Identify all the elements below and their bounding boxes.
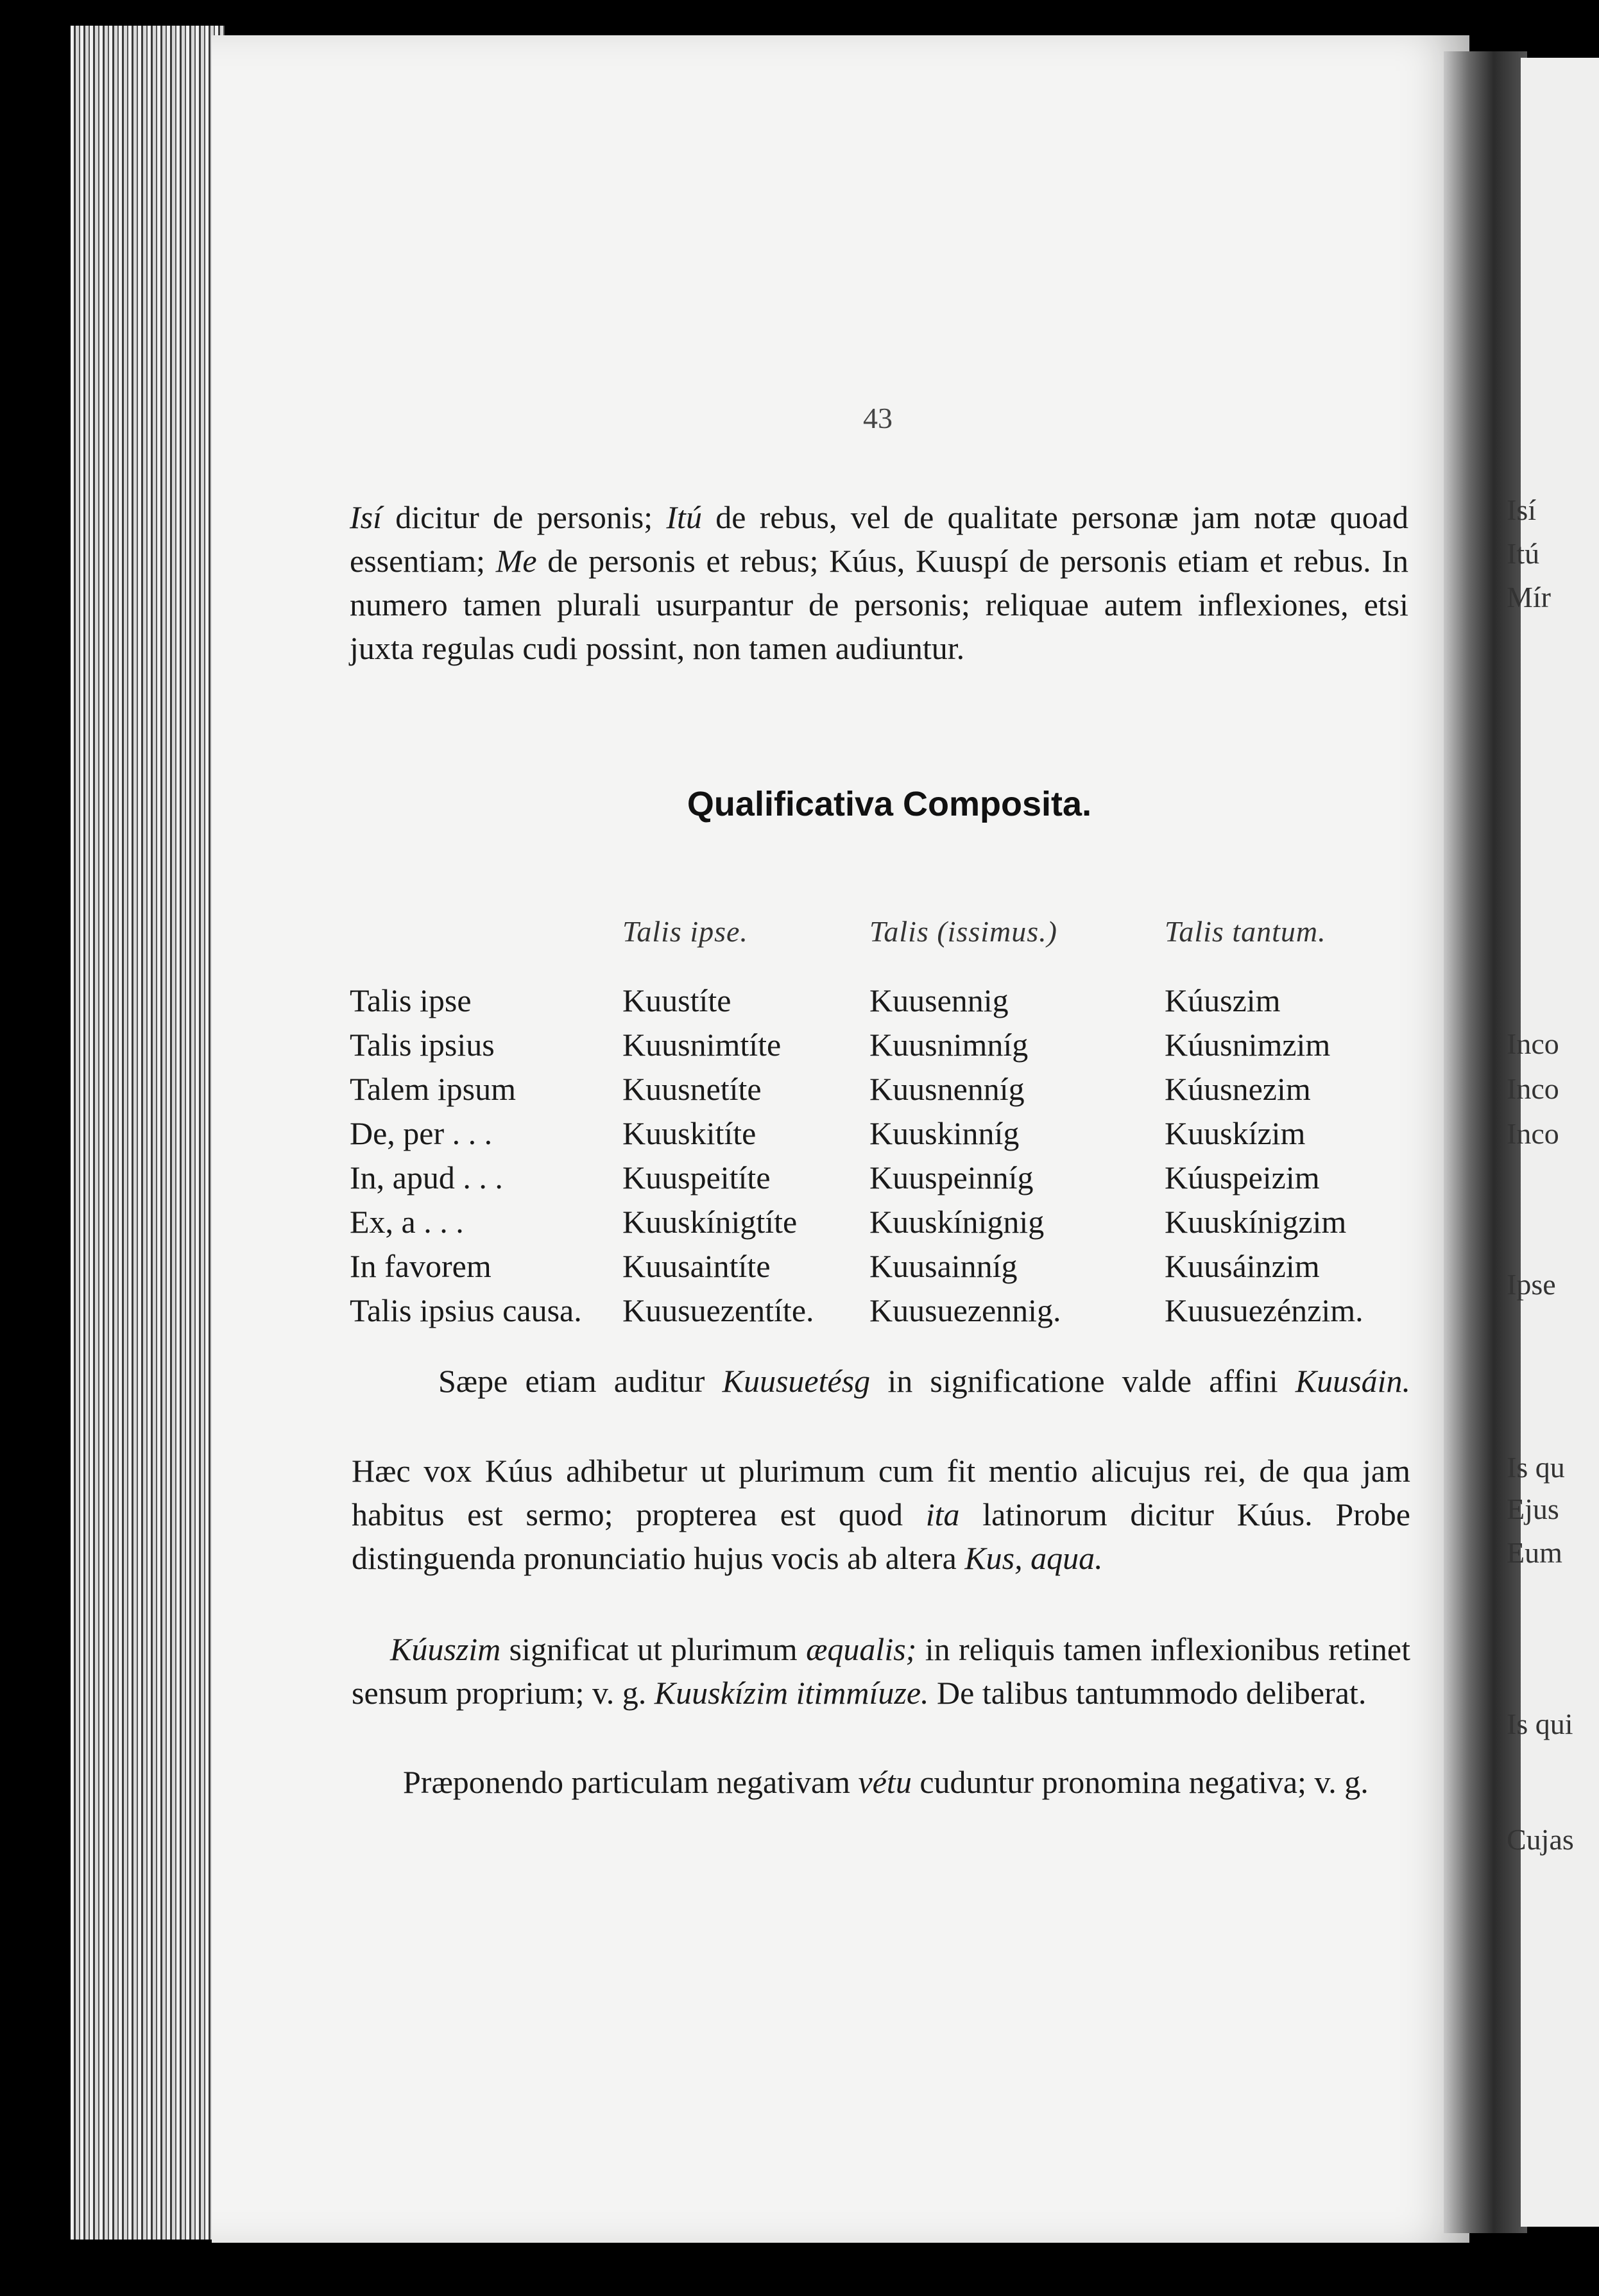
table-cell: Kuuskitíte: [622, 1115, 757, 1151]
table-cell: Kuusuezennig.: [869, 1292, 1061, 1328]
table-cell: Kúusnezim: [1165, 1071, 1311, 1107]
intro-word-me: Me: [495, 543, 537, 579]
table-row: [350, 1292, 1441, 1336]
table-cell: Kuusnenníg: [869, 1071, 1025, 1107]
table-cell: In, apud . . .: [350, 1160, 503, 1195]
table-row: [350, 1070, 1441, 1115]
composita-table: [350, 982, 1441, 1336]
table-cell: Kuuspeinníg: [869, 1160, 1034, 1195]
table-row: [350, 1115, 1441, 1159]
book-page-edges: [71, 26, 225, 2240]
table-cell: Talis ipsius causa.: [350, 1292, 582, 1328]
table-cell: Kuusnimtíte: [622, 1027, 782, 1063]
table-cell: Kuustíte: [622, 982, 731, 1018]
next-page-fragment: Is qu: [1507, 1451, 1565, 1484]
next-page-fragment: Cujas: [1507, 1823, 1574, 1856]
section-title: Qualificativa Composita.: [687, 785, 1092, 823]
next-page-fragment: Eum: [1507, 1536, 1562, 1569]
table-row: [350, 1159, 1441, 1203]
paragraph-haec-vox: Hæc vox Kúus adhibetur ut plurimum cum fit mentio alicujus rei, de qua jam habitus est sermo; propterea est quod ita latinorum dicitur Kúus. Probe distinguenda pronunciatio hujus vocis ab altera Kus, aqua.: [352, 1453, 1410, 1576]
next-page-fragment: Inco: [1507, 1117, 1559, 1150]
page-number: 43: [863, 402, 893, 434]
table-cell: Kuuspeitíte: [622, 1160, 771, 1195]
table-cell: Talis ipsius: [350, 1027, 495, 1063]
column-header: Talis tantum.: [1165, 915, 1326, 948]
paragraph-kuuszim: Kúuszim significat ut plurimum æqualis; in reliquis tamen inflexionibus retinet sensum proprium; v. g. Kuuskízim itimmíuze. De talibus tantummodo deliberat.: [352, 1631, 1410, 1711]
next-page-fragment: Ejus: [1507, 1493, 1559, 1525]
table-cell: Kuusnetíte: [622, 1071, 762, 1107]
next-page-fragment: Itú: [1507, 537, 1540, 570]
next-page-fragment: Ipse: [1507, 1268, 1556, 1301]
paragraph-praeponendo: Præponendo particulam negativam vétu cuduntur pronomina negativa; v. g.: [403, 1764, 1369, 1800]
table-cell: Kuuskinníg: [869, 1115, 1020, 1151]
next-page-fragment: Is qui: [1507, 1708, 1573, 1740]
table-cell: Kúuspeizim: [1165, 1160, 1320, 1195]
intro-word-itu: Itú: [666, 499, 702, 535]
column-header: Talis ipse.: [622, 915, 748, 948]
column-header: Talis (issimus.): [869, 915, 1057, 948]
table-row: [350, 1026, 1441, 1070]
table-cell: Kuusnimníg: [869, 1027, 1029, 1063]
table-cell: Kúuszim: [1165, 982, 1281, 1018]
table-cell: Talis ipse: [350, 982, 472, 1018]
table-row: [350, 1203, 1441, 1247]
table-cell: Kúusnimzim: [1165, 1027, 1331, 1063]
paragraph-saepe: Sæpe etiam auditur Kuusuetésg in significatione valde affini Kuusáin.: [438, 1363, 1410, 1399]
next-page-fragment: Mír: [1507, 581, 1551, 613]
table-cell: Kuusáinzim: [1165, 1248, 1320, 1284]
next-page-fragment: Inco: [1507, 1072, 1559, 1105]
table-cell: Kuuskínigtíte: [622, 1204, 798, 1240]
table-cell: Kuusennig: [869, 982, 1009, 1018]
table-cell: Kuuskínigzim: [1165, 1204, 1347, 1240]
table-row: [350, 982, 1441, 1026]
table-cell: Kuusuezénzim.: [1165, 1292, 1364, 1328]
table-cell: Kuusuezentíte.: [622, 1292, 814, 1328]
table-cell: De, per . . .: [350, 1115, 493, 1151]
intro-paragraph: Isí dicitur de personis; Itú de rebus, vel de qualitate personæ jam notæ quoad essentiam; Me de personis et rebus; Kúus, Kuuspí de personis etiam et rebus. In numero tamen plurali usurpantur de personis; reliquae autem inflexiones, etsi juxta regulas cudi possint, non tamen audiuntur.: [350, 499, 1408, 666]
table-cell: Kuuskínignig: [869, 1204, 1045, 1240]
table-row: [350, 1247, 1441, 1292]
table-cell: Kuuskízim: [1165, 1115, 1306, 1151]
table-cell: Kuusainníg: [869, 1248, 1018, 1284]
table-cell: Ex, a . . .: [350, 1204, 464, 1240]
next-page-fragment: Isí: [1507, 493, 1536, 526]
intro-word-isi: Isí: [350, 499, 382, 535]
table-cell: Talem ipsum: [350, 1071, 516, 1107]
next-page-fragment: Inco: [1507, 1027, 1559, 1060]
table-cell: Kuusaintíte: [622, 1248, 771, 1284]
table-cell: In favorem: [350, 1248, 492, 1284]
